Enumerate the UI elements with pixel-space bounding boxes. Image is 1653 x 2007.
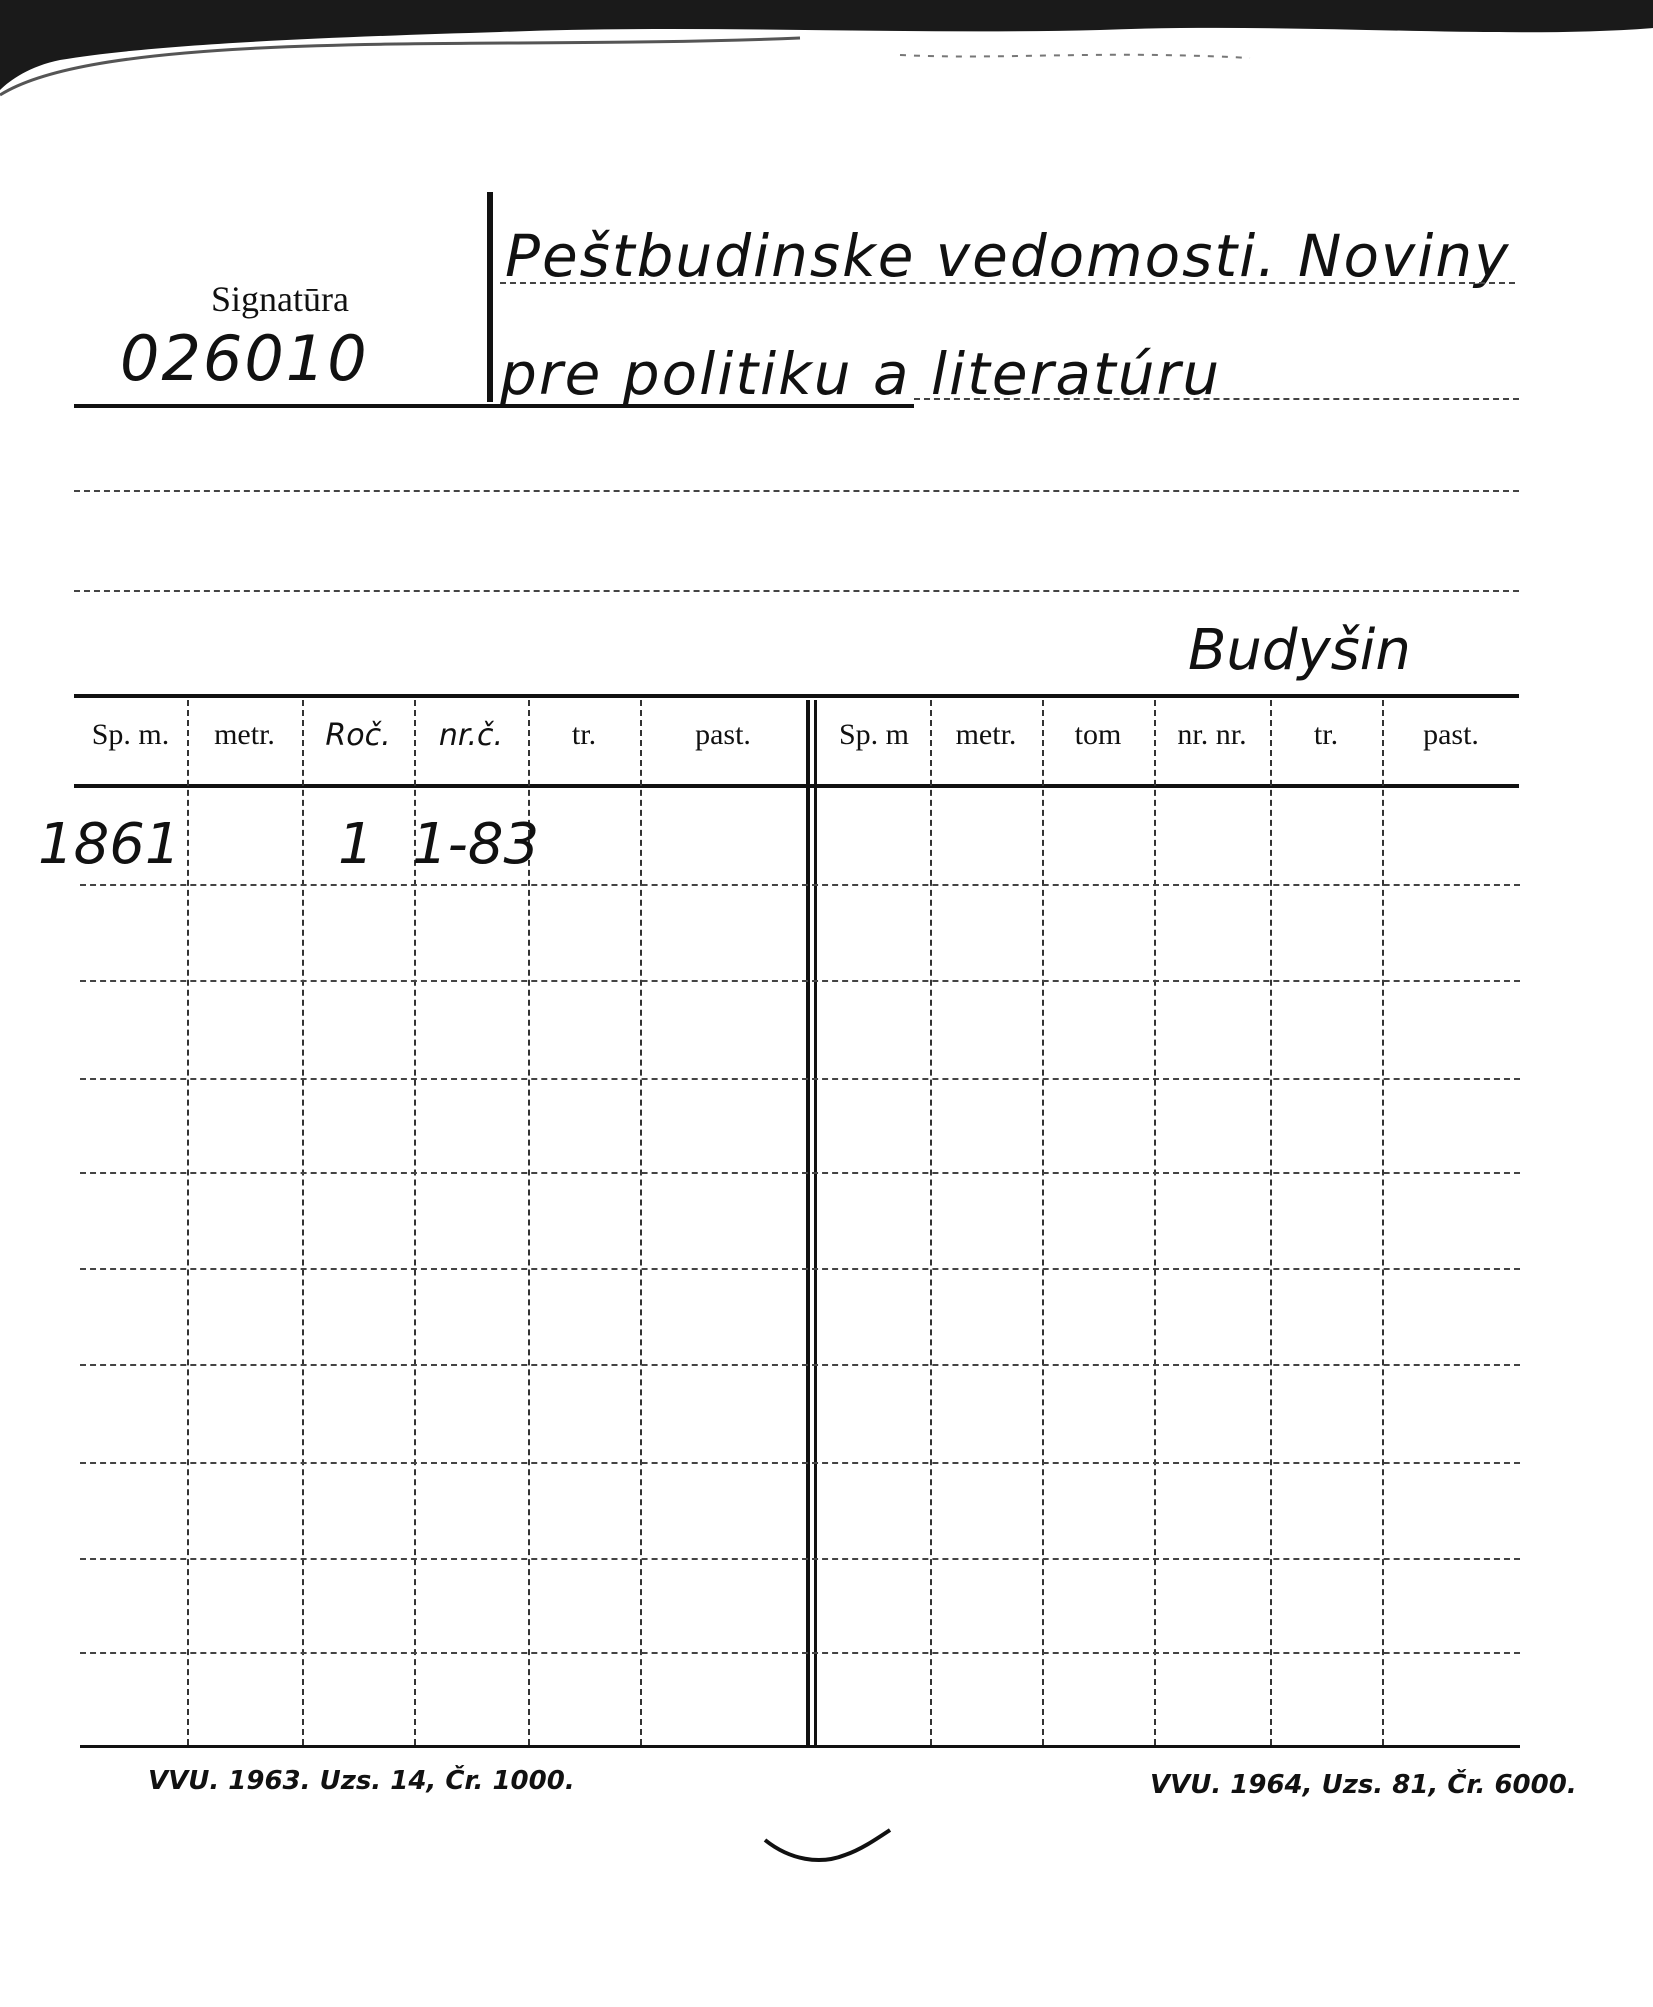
cell-sp-m-1861: 1861 — [38, 812, 181, 877]
right-col-sep-2 — [1042, 700, 1044, 1745]
cell-nr-1-83: 1-83 — [412, 812, 540, 877]
right-header-tr: tr. — [1313, 718, 1339, 751]
right-header-metr: metr. — [955, 718, 1017, 751]
torn-edge — [0, 0, 1653, 110]
table-bottom-rule — [80, 1745, 1520, 1748]
title-line-2: pre politiku a literatúru — [500, 340, 1222, 408]
row-rule-1 — [80, 884, 1520, 886]
right-col-sep-3 — [1154, 700, 1156, 1745]
row-rule-7 — [80, 1462, 1520, 1464]
title-rule-1 — [500, 282, 1515, 284]
right-col-sep-1 — [930, 700, 932, 1745]
left-col-sep-1 — [187, 700, 189, 1745]
left-header-metr: metr. — [214, 718, 275, 751]
footer-note-left: VVU. 1963. Uzs. 14, Čr. 1000. — [148, 1766, 575, 1796]
center-divider-1 — [806, 700, 810, 1745]
footer-note-right: VVU. 1964, Uzs. 81, Čr. 6000. — [1150, 1770, 1577, 1800]
left-header-nr-c: nr.č. — [438, 718, 504, 753]
pen-mark — [760, 1820, 900, 1880]
title-rule-2 — [914, 398, 1519, 400]
header-bottom-rule — [74, 784, 1519, 788]
signature-label: Signatūra — [211, 279, 349, 319]
table-top-rule — [74, 694, 1519, 698]
left-header-roc: Roč. — [325, 718, 391, 753]
right-header-tom: tom — [1074, 718, 1122, 751]
place-name: Budyšin — [1188, 618, 1411, 683]
right-header-past: past. — [1423, 718, 1479, 751]
cell-roc-1: 1 — [338, 812, 374, 877]
left-col-sep-5 — [640, 700, 642, 1745]
row-rule-6 — [80, 1364, 1520, 1366]
header-divider — [487, 192, 493, 402]
right-col-sep-4 — [1270, 700, 1272, 1745]
right-header-nr-nr: nr. nr. — [1177, 718, 1247, 751]
blank-rule-2 — [74, 590, 1519, 592]
left-header-sp-m: Sp. m. — [91, 718, 170, 751]
row-rule-9 — [80, 1652, 1520, 1654]
right-header-sp-m: Sp. m — [838, 718, 910, 751]
center-divider-2 — [814, 700, 817, 1745]
left-header-tr: tr. — [571, 718, 597, 751]
left-header-past: past. — [695, 718, 751, 751]
row-rule-5 — [80, 1268, 1520, 1270]
row-rule-3 — [80, 1078, 1520, 1080]
row-rule-2 — [80, 980, 1520, 982]
left-col-sep-2 — [302, 700, 304, 1745]
row-rule-4 — [80, 1172, 1520, 1174]
row-rule-8 — [80, 1558, 1520, 1560]
right-col-sep-5 — [1382, 700, 1384, 1745]
blank-rule-1 — [74, 490, 1519, 492]
signature-underline — [74, 404, 914, 408]
signature-value: 026010 — [120, 322, 369, 395]
title-line-1: Peštbudinske vedomosti. Noviny — [505, 222, 1511, 290]
